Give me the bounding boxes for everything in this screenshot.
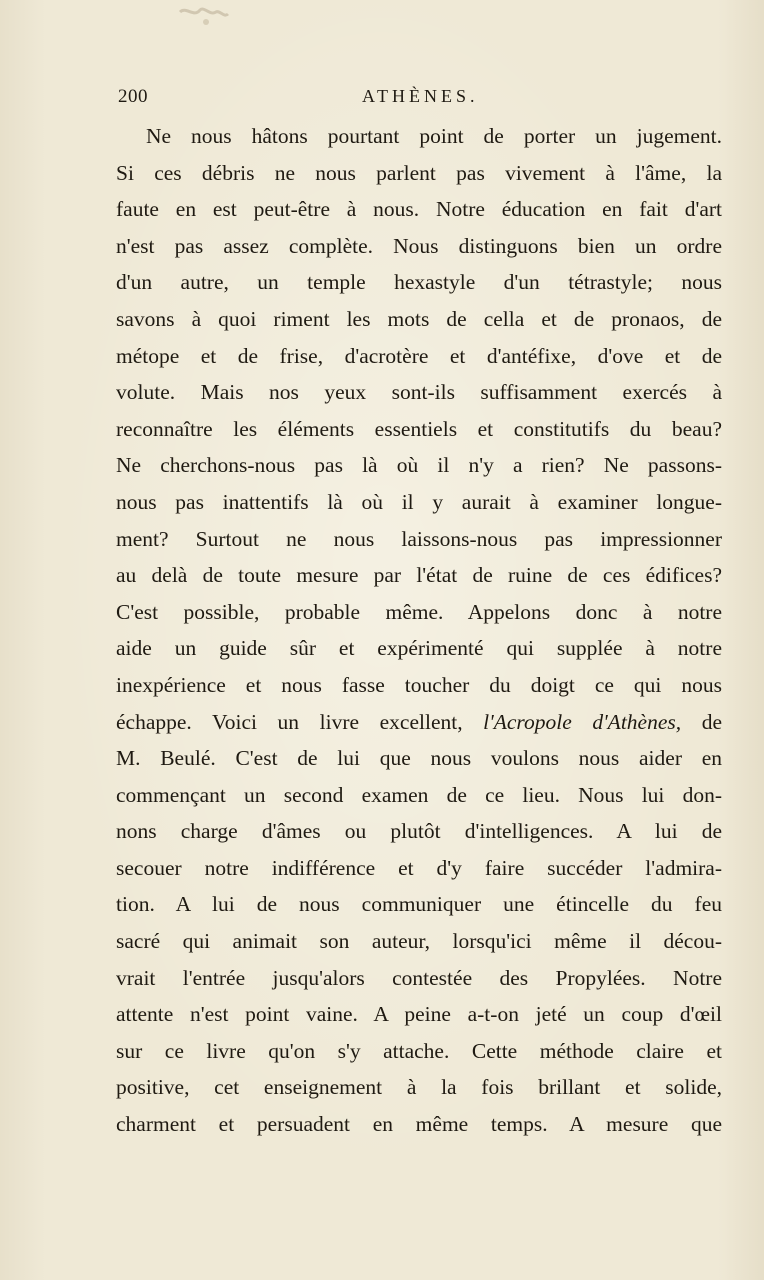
text-fragment: échappe. Voici un livre excellent, <box>116 709 463 734</box>
text-line: inexpérience et nous fasse toucher du doigt ce qui nous <box>116 672 722 697</box>
text-line: faute en est peut-être à nous. Notre éducation en fait d'art <box>116 197 722 222</box>
text-line: tion. A lui de nous communiquer une étincelle du feu <box>116 892 722 917</box>
ink-smudge <box>176 4 230 30</box>
text-line: charment et persuadent en même temps. A mesure que <box>116 1112 722 1137</box>
text-line: savons à quoi riment les mots de cella et de pronaos, de <box>116 306 722 331</box>
text-line: attente n'est point vaine. A peine a-t-on jeté un coup d'œil <box>116 1002 722 1027</box>
text-line: au delà de toute mesure par l'état de ruine de ces édifices? <box>116 563 722 588</box>
text-line-with-title <box>116 704 722 741</box>
text-line: C'est possible, probable même. Appelons donc à notre <box>116 599 722 624</box>
text-line: nons charge d'âmes ou plutôt d'intelligences. A lui de <box>116 819 722 844</box>
page-header <box>118 86 718 114</box>
text-line: sur ce livre qu'on s'y attache. Cette méthode claire et <box>116 1038 722 1063</box>
text-line: commençant un second examen de ce lieu. Nous lui don- <box>116 782 722 807</box>
text-line: Ne nous hâtons pourtant point de porter un jugement. <box>146 124 722 148</box>
book-title: l'Acropole d'Athènes, <box>483 709 682 734</box>
text-line: secouer notre indifférence et d'y faire succéder l'admira- <box>116 855 722 880</box>
text-line: reconnaître les éléments essentiels et constitutifs du beau? <box>116 416 722 441</box>
text-fragment: de <box>701 709 722 734</box>
text-line: nous pas inattentifs là où il y aurait à examiner longue- <box>116 489 722 514</box>
text-line: ment? Surtout ne nous laissons-nous pas impressionner <box>116 526 722 551</box>
text-line: métope et de frise, d'acrotère et d'antéfixe, d'ove et de <box>116 343 722 368</box>
text-line: M. Beulé. C'est de lui que nous voulons nous aider en <box>116 746 722 771</box>
text-line: sacré qui animait son auteur, lorsqu'ici même il décou- <box>116 929 722 954</box>
body-text <box>116 118 722 1143</box>
running-title: ATHÈNES. <box>362 86 479 106</box>
text-line: vrait l'entrée jusqu'alors contestée des Propylées. Notre <box>116 965 722 990</box>
text-line: n'est pas assez complète. Nous distinguons bien un ordre <box>116 233 722 258</box>
text-line: aide un guide sûr et expérimenté qui supplée à notre <box>116 636 722 661</box>
text-line: d'un autre, un temple hexastyle d'un tétrastyle; nous <box>116 270 722 295</box>
text-line: volute. Mais nos yeux sont-ils suffisamment exercés à <box>116 380 722 405</box>
text-line: Si ces débris ne nous parlent pas vivement à l'âme, la <box>116 160 722 185</box>
text-line: Ne cherchons-nous pas là où il n'y a rien? Ne passons- <box>116 453 722 478</box>
page-number: 200 <box>118 86 148 107</box>
text-line: positive, cet enseignement à la fois brillant et solide, <box>116 1075 722 1100</box>
